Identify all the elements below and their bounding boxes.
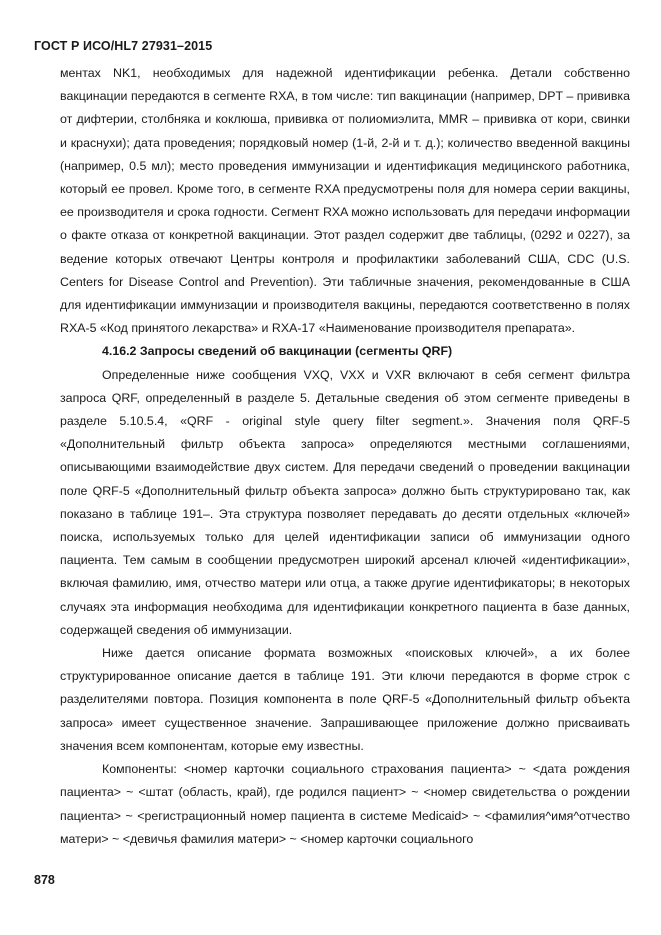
section-heading: 4.16.2 Запросы сведений об вакцинации (сегменты QRF) bbox=[102, 344, 453, 359]
page-body bbox=[60, 62, 630, 851]
page-number: 878 bbox=[34, 873, 55, 887]
paragraph: Определенные ниже сообщения VXQ, VXX и VXR включают в себя сегмент фильтра запроса QRF, определенный в разделе 5. Детальные сведения об этом сегменте приведены в разделе 5.10.5.4, «QRF - original style query filter segment.». Значения поля QRF-5 «Дополнительный фильтр объекта запроса» определяются местными соглашениями, описывающими взаимодействие двух систем. Для передачи сведений о проведении вакцинации поле QRF-5 «Дополнительный фильтр объекта запроса» должно быть структурировано так, как показано в таблице 191–. Эта структура позволяет передавать до десяти отдельных «ключей» поиска, используемых только для целей идентификации записи об иммунизации одного пациента. Тем самым в сообщении предусмотрен широкий арсенал ключей «идентификации», включая фамилию, имя, отчество матери или отца, а также другие идентификаторы; в некоторых случаях эта информация необходима для идентификации конкретного пациента в базе данных, содержащей сведения об иммунизации. bbox=[60, 367, 630, 637]
paragraph: Компоненты: <номер карточки социального страхования пациента> ~ <дата рождения пациента> ~ <штат (область, край), где родился пациент> ~ <номер свидетельства о рождении пациента> ~ <регистрационный номер пациента в системе Medicaid> ~ <фамилия^имя^отчество матери> ~ <девичья фамилия матери> ~ <номер карточки социального bbox=[60, 762, 630, 846]
paragraph-continuation: ментах NK1, необходимых для надежной идентификации ребенка. Детали собственно вакцинации передаются в сегменте RXA, в том числе: тип вакцинации (например, DPT – прививка от дифтерии, столбняка и коклюша, прививка от полиомиэлита, MMR – прививка от кори, свинки и краснухи); дата проведения; порядковый номер (1-й, 2-й и т. д.); количество введенной вакцины (например, 0.5 мл); место проведения иммунизации и идентификация медицинского работника, который ее провел. Кроме того, в сегменте RXA предусмотрены поля для номера серии вакцины, ее производителя и срока годности. Сегмент RXA можно использовать для передачи информации о факте отказа от конкретной вакцинации. Этот раздел содержит две таблицы, (0292 и 0227), за ведение которых отвечают Центры контроля и профилактики заболеваний США, CDC (U.S. Centers for Disease Control and Prevention). Эти табличные значения, рекомендованные в США для идентификации иммунизации и производителя вакцины, передаются соответственно в полях RXA-5 «Код принятого лекарства» и RXA-17 «Наименование производителя препарата». bbox=[60, 66, 630, 336]
document-header: ГОСТ Р ИСО/HL7 27931–2015 bbox=[34, 39, 213, 53]
paragraph: Ниже дается описание формата возможных «поисковых ключей», а их более структурированное описание дается в таблице 191. Эти ключи передаются в форме строк с разделителями повтора. Позиция компонента в поле QRF-5 «Дополнительный фильтр объекта запроса» имеет существенное значение. Запрашивающее приложение должно присваивать значения всем компонентам, которые ему известны. bbox=[60, 646, 630, 753]
